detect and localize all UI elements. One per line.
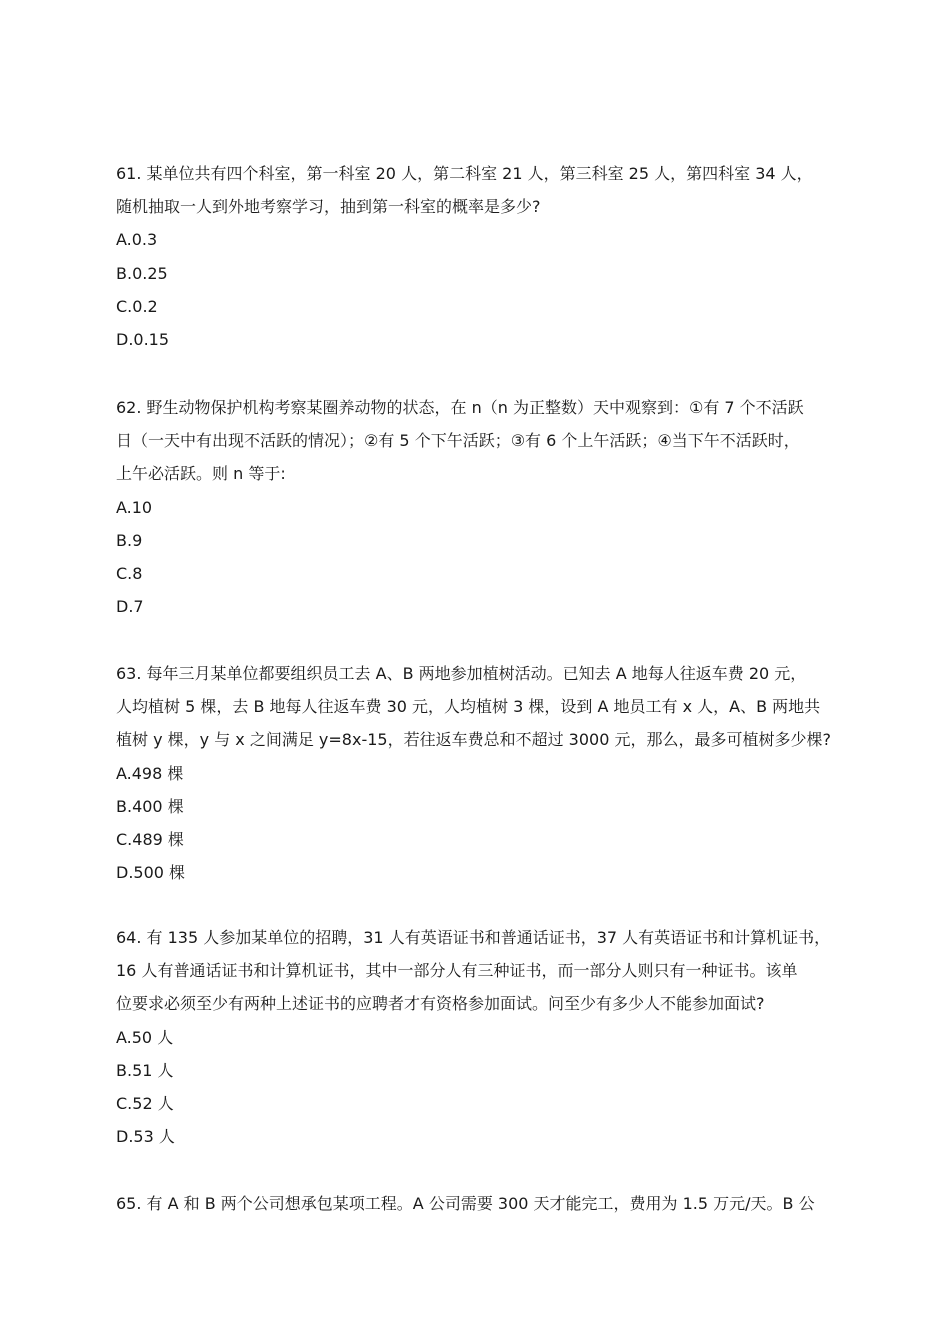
option-c: C.52 人 [116,1093,174,1113]
question-text-line: 日（一天中有出现不活跃的情况）；②有 5 个下午活跃；③有 6 个上午活跃；④当下午不活跃时， [116,431,800,451]
option-d: D.53 人 [116,1127,175,1147]
option-a: A.0.3 [116,230,158,250]
question-63 [116,657,856,889]
question-text-line: 61. 某单位共有四个科室，第一科室 20 人，第二科室 21 人，第三科室 25 人，第四科室 34 人， [116,164,813,183]
question-text-line: 16 人有普通话证书和计算机证书，其中一部分人有三种证书，而一部分人则只有一种证书。该单 [116,961,798,981]
question-text-line: 65. 有 A 和 B 两个公司想承包某项工程。A 公司需要 300 天才能完工，费用为 1.5 万元/天。B 公 [116,1194,815,1213]
option-b: B.0.25 [116,263,168,283]
option-a: A.498 棵 [116,763,184,783]
option-c: C.489 棵 [116,829,184,849]
question-text-line: 随机抽取一人到外地考察学习，抽到第一科室的概率是多少? [116,197,541,217]
option-a: A.10 [116,497,153,517]
question-62 [116,391,856,623]
option-b: B.400 棵 [116,796,184,816]
option-c: C.8 [116,563,143,583]
question-65 [116,1187,856,1220]
question-61 [116,157,856,356]
question-64 [116,921,856,1153]
question-text-line: 64. 有 135 人参加某单位的招聘，31 人有英语证书和普通话证书，37 人有英语证书和计算机证书， [116,928,831,947]
option-d: D.500 棵 [116,863,186,883]
question-text-line: 人均植树 5 棵，去 B 地每人往返车费 30 元，人均植树 3 棵，设到 A 地员工有 x 人，A、B 两地共 [116,697,821,717]
option-c: C.0.2 [116,296,158,316]
option-d: D.0.15 [116,329,170,349]
option-b: B.9 [116,530,143,550]
option-b: B.51 人 [116,1060,174,1080]
option-a: A.50 人 [116,1027,174,1047]
question-text-line: 位要求必须至少有两种上述证书的应聘者才有资格参加面试。问至少有多少人不能参加面试? [116,994,765,1014]
question-text-line: 62. 野生动物保护机构考察某圈养动物的状态，在 n（n 为正整数）天中观察到：①有 7 个不活跃 [116,398,804,417]
question-text-line: 63. 每年三月某单位都要组织员工去 A、B 两地参加植树活动。已知去 A 地每人往返车费 20 元， [116,664,807,683]
option-d: D.7 [116,597,144,617]
question-text-line: 上午必活跃。则 n 等于: [116,464,286,484]
question-text-line: 植树 y 棵，y 与 x 之间满足 y=8x-15，若往返车费总和不超过 3000 元，那么，最多可植树多少棵? [116,730,831,750]
